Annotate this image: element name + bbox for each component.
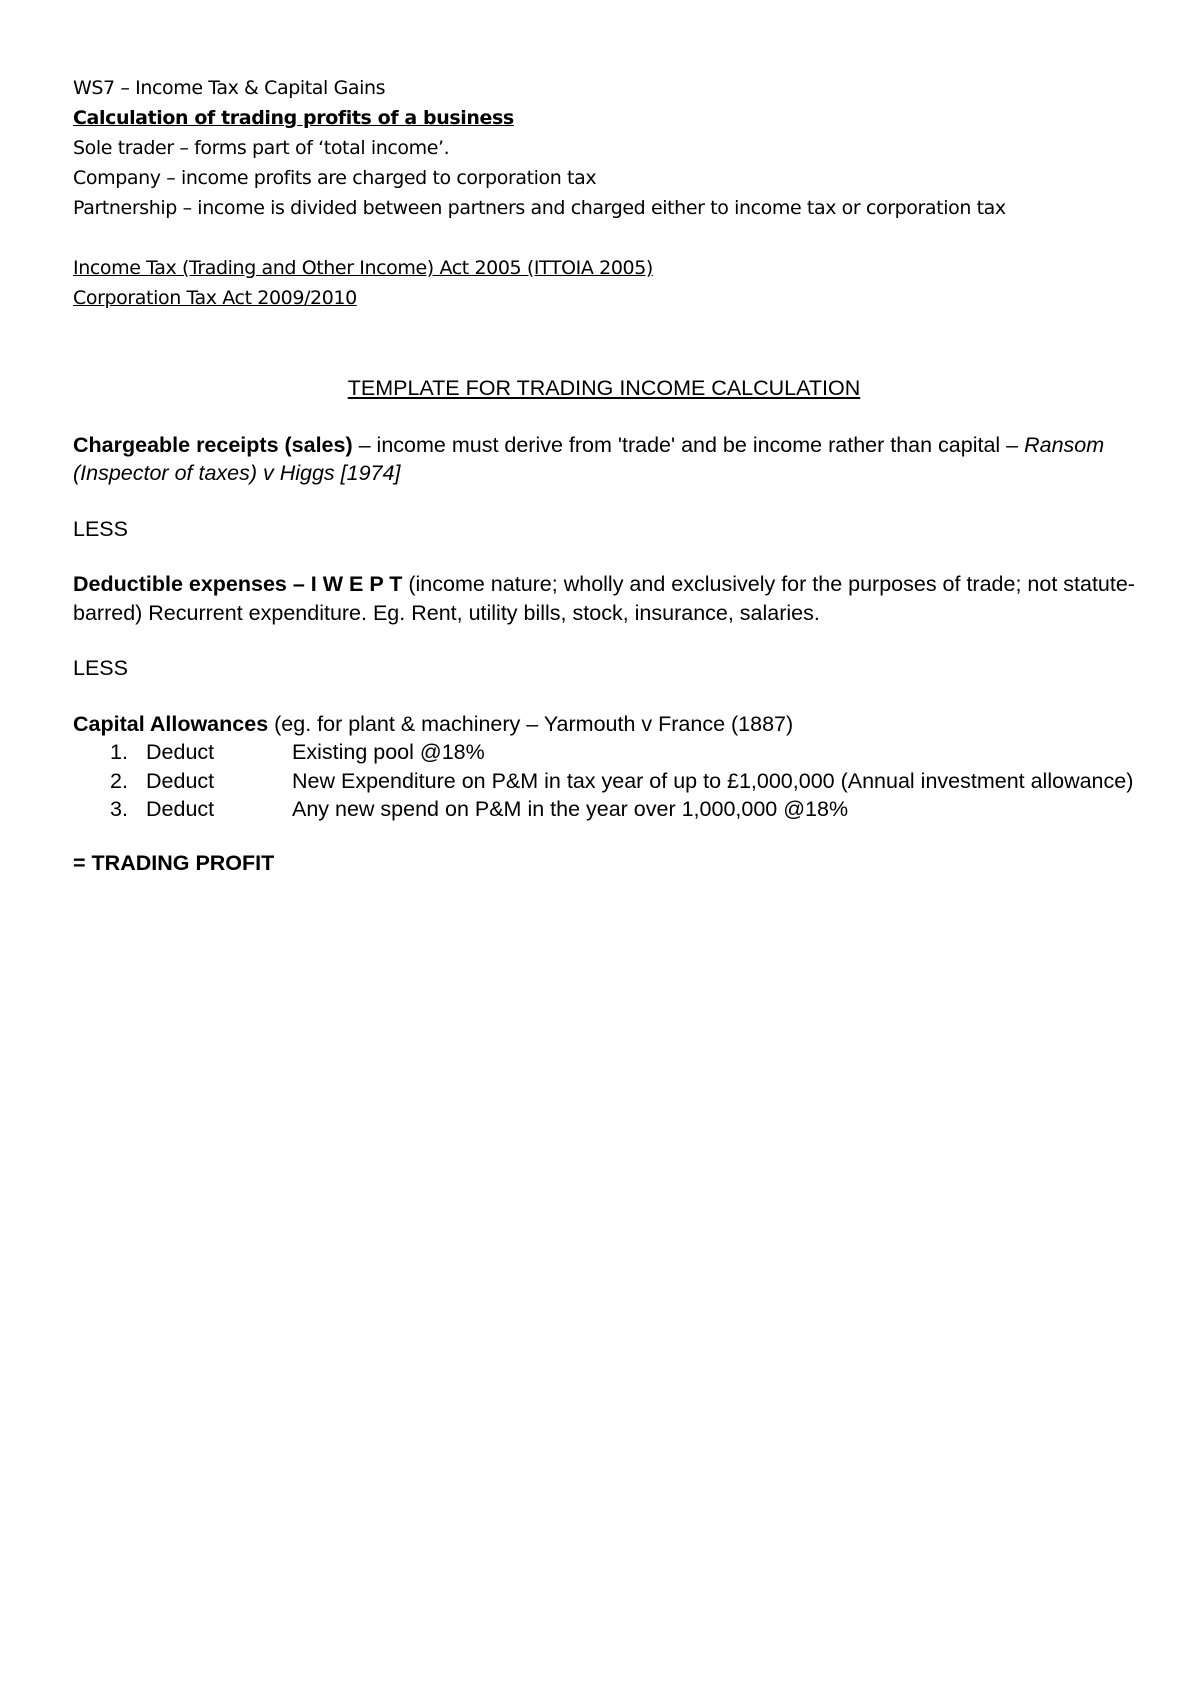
capital-allowances-text: (eg. for plant & machinery – Yarmouth v France (1887): [268, 711, 794, 736]
template-title: TEMPLATE FOR TRADING INCOME CALCULATION: [347, 376, 861, 400]
less-separator: LESS: [73, 656, 128, 680]
capital-allowances-label: Capital Allowances: [73, 711, 269, 736]
list-verb: Deduct: [146, 768, 215, 793]
list-text: Any new spend on P&M in the year over 1,000,000 @18%: [292, 797, 849, 821]
less-separator: LESS: [73, 516, 128, 541]
trading-profit-result: = TRADING PROFIT: [73, 850, 275, 875]
list-number: 2.: [110, 768, 128, 793]
capital-allowances-paragraph: [73, 710, 1143, 739]
list-number: 1.: [110, 740, 128, 764]
chargeable-receipts-label: Chargeable receipts (sales): [73, 432, 353, 457]
list-verb: Deduct: [146, 740, 215, 764]
company-line: Company – income profits are charged to corporation tax: [73, 167, 597, 189]
list-item: [73, 767, 1143, 796]
deductible-expenses-text: (income nature; wholly and exclusively for the purposes of trade; not statute-barred) Recurrent expenditure. Eg. Rent, utility bills, stock, insurance, salaries.: [73, 572, 1135, 625]
worksheet-title: WS7 – Income Tax & Capital Gains: [73, 77, 386, 99]
partnership-line: Partnership – income is divided between partners and charged either to income tax or corporation tax: [73, 197, 1006, 219]
list-item: [73, 738, 1143, 767]
trading-income-template: [73, 374, 1143, 877]
corporation-tax-act-reference: Corporation Tax Act 2009/2010: [73, 287, 357, 309]
list-text: New Expenditure on P&M in tax year of up to £1,000,000 (Annual investment allowance): [292, 768, 1134, 793]
deductible-expenses-paragraph: [73, 570, 1143, 627]
list-text: Existing pool @18%: [292, 740, 485, 764]
section-heading: Calculation of trading profits of a business: [73, 107, 514, 129]
allowances-list: [73, 738, 1143, 824]
case-citation: Ransom (Inspector of taxes) v Higgs [1974]: [73, 432, 1105, 485]
list-verb: Deduct: [146, 797, 215, 821]
deductible-expenses-label: Deductible expenses – I W E P T: [73, 572, 403, 596]
sole-trader-line: Sole trader – forms part of ‘total income’.: [73, 137, 450, 159]
worksheet-header: [73, 73, 1133, 313]
chargeable-receipts-text: – income must derive from 'trade' and be income rather than capital –: [352, 432, 1025, 457]
list-item: [73, 795, 1143, 824]
ittoia-act-reference: Income Tax (Trading and Other Income) Act 2005 (ITTOIA 2005): [73, 257, 653, 279]
list-number: 3.: [110, 797, 128, 821]
chargeable-receipts-paragraph: [73, 431, 1143, 488]
